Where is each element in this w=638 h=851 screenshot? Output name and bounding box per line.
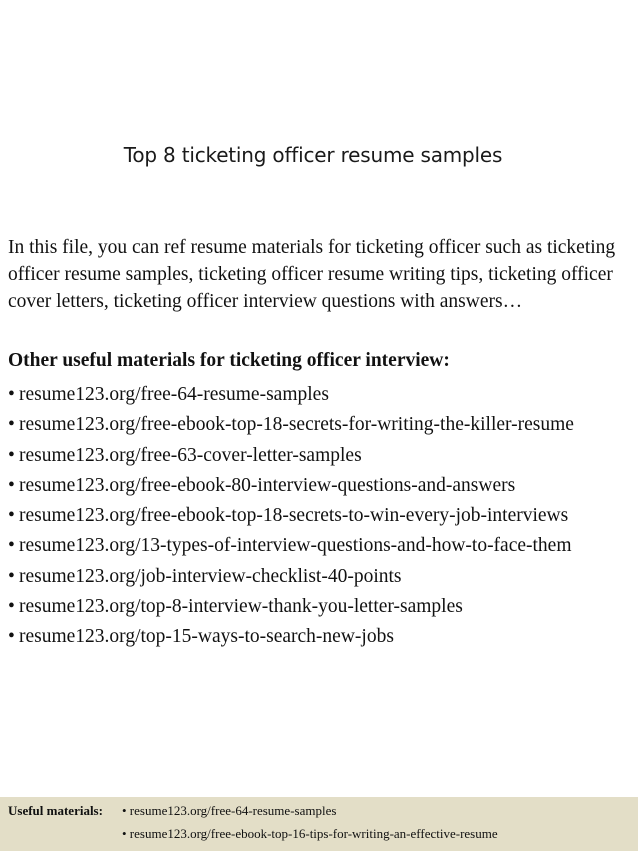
list-item[interactable] <box>8 622 574 652</box>
footer-label-colon: : <box>98 803 103 818</box>
link-text[interactable]: resume123.org/free-ebook-top-18-secrets-to-win-every-job-interviews <box>19 505 569 527</box>
bullet-icon: • <box>8 384 15 405</box>
footer-label <box>8 803 103 819</box>
link-text[interactable]: resume123.org/top-8-interview-thank-you-letter-samples <box>19 596 463 618</box>
list-item[interactable] <box>8 471 574 501</box>
page-title: Top 8 ticketing officer resume samples <box>123 143 503 167</box>
bullet-icon: • <box>8 474 15 496</box>
bullet-icon: • <box>8 535 15 557</box>
link-text[interactable]: resume123.org/job-interview-checklist-40-points <box>19 565 402 587</box>
link-text[interactable]: resume123.org/free-ebook-top-18-secrets-for-writing-the-killer-resume <box>19 414 574 436</box>
materials-heading: Other useful materials for ticketing officer interview: <box>8 350 450 371</box>
intro-paragraph: In this file, you can ref resume materials for ticketing officer such as ticketing officer resume samples, ticketing officer resume writing tips, ticketing officer cover letters, ticketing officer interview questions with answers… <box>8 237 616 312</box>
link-text[interactable]: resume123.org/top-15-ways-to-search-new-jobs <box>19 626 394 648</box>
link-text[interactable]: resume123.org/13-types-of-interview-questions-and-how-to-face-them <box>19 535 572 557</box>
bullet-icon: • <box>8 596 15 618</box>
list-item[interactable] <box>8 501 574 531</box>
list-item[interactable] <box>8 441 574 471</box>
materials-list <box>8 380 574 653</box>
footer-link[interactable]: • resume123.org/free-64-resume-samples <box>122 803 337 818</box>
link-text[interactable]: resume123.org/free-ebook-80-interview-questions-and-answers <box>19 474 516 496</box>
footer-bar <box>0 797 638 851</box>
bullet-icon: • <box>8 444 15 466</box>
link-text[interactable]: resume123.org/free-64-resume-samples <box>19 384 329 405</box>
list-item[interactable] <box>8 562 574 592</box>
bullet-icon: • <box>8 565 15 587</box>
list-item[interactable] <box>8 410 574 440</box>
list-item[interactable] <box>8 380 574 410</box>
list-item[interactable] <box>8 592 574 622</box>
link-text[interactable]: resume123.org/free-63-cover-letter-samples <box>19 444 362 466</box>
bullet-icon: • <box>8 505 15 527</box>
footer-label-text: Useful materials <box>8 803 99 818</box>
footer-link[interactable]: • resume123.org/free-ebook-top-16-tips-for-writing-an-effective-resume <box>122 826 498 841</box>
bullet-icon: • <box>8 626 15 648</box>
list-item[interactable] <box>8 531 574 561</box>
bullet-icon: • <box>8 414 15 436</box>
